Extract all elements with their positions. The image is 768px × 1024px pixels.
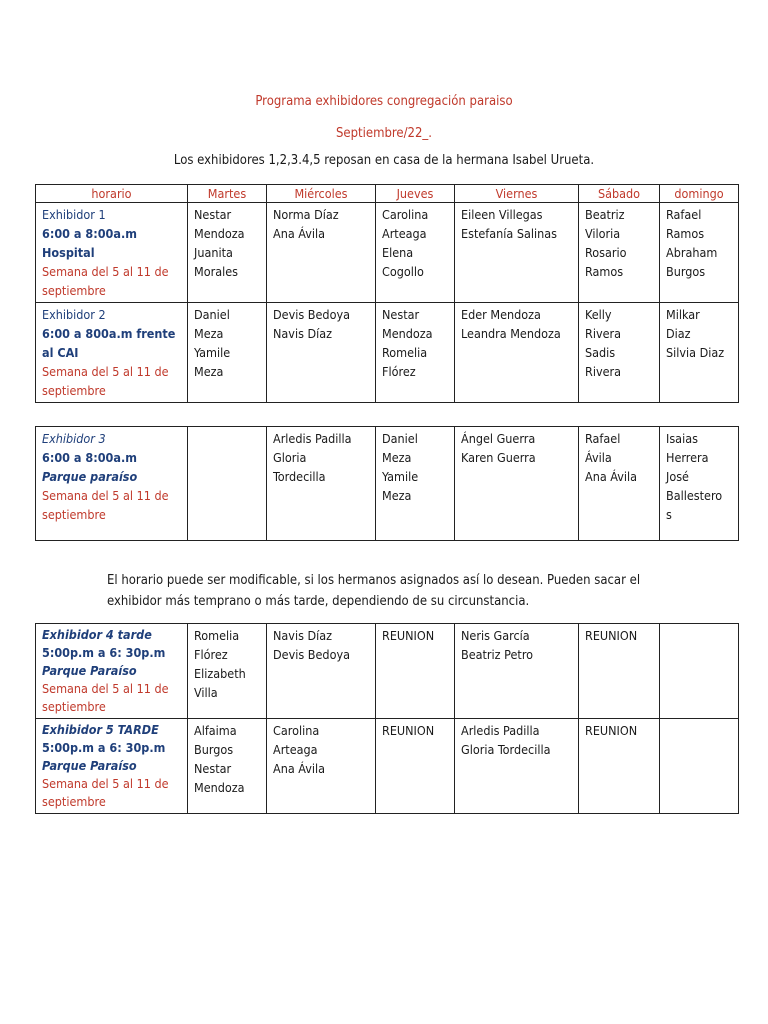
exhibitor-place: Parque paraíso <box>42 469 138 484</box>
cell-miercoles <box>267 624 376 719</box>
cell-domingo <box>660 624 739 719</box>
column-header-miercoles: Miércoles <box>267 185 376 203</box>
table-row <box>36 719 739 814</box>
cell-jueves <box>376 624 455 719</box>
horario-cell <box>36 203 188 303</box>
exhibitor-name: Exhibidor 1 <box>42 207 106 222</box>
names-text: Arledis Padilla Gloria Tordecilla <box>461 723 551 757</box>
cell-martes <box>188 427 267 541</box>
horario-cell <box>36 427 188 541</box>
names-text: Norma Díaz Ana Ávila <box>273 207 339 241</box>
names-text: Daniel Meza Yamile Meza <box>382 431 419 503</box>
exhibitor-time: 5:00p.m a 6: 30p.m <box>42 645 166 660</box>
cell-martes <box>188 719 267 814</box>
exhibitor-name: Exhibidor 4 tarde <box>42 627 152 642</box>
document-title: Programa exhibidores congregación paraiso <box>255 94 513 109</box>
names-text: Carolina Arteaga Elena Cogollo <box>382 207 429 279</box>
cell-jueves <box>376 427 455 541</box>
exhibitor-week: Semana del 5 al 11 de septiembre <box>42 776 169 809</box>
intro-text: Los exhibidores 1,2,3.4,5 reposan en casa de la hermana Isabel Urueta. <box>173 153 595 168</box>
exhibitor-name: Exhibidor 3 <box>42 431 106 446</box>
names-text: Alfaima Burgos Nestar Mendoza <box>194 723 245 795</box>
table-row <box>36 624 739 719</box>
names-text: Romelia Flórez Elizabeth Villa <box>194 628 246 700</box>
names-text: Isaias Herrera José Ballestero s <box>666 431 723 522</box>
column-header-sabado: Sábado <box>579 185 660 203</box>
exhibitor-name: Exhibidor 5 TARDE <box>42 722 159 737</box>
table-header-row <box>36 185 739 203</box>
exhibitor-place: al CAI <box>42 345 79 360</box>
cell-jueves <box>376 719 455 814</box>
cell-domingo <box>660 303 739 403</box>
names-text: Ángel Guerra Karen Guerra <box>461 431 536 465</box>
cell-sabado <box>579 427 660 541</box>
column-header-martes: Martes <box>188 185 267 203</box>
table-row <box>36 427 739 541</box>
schedule-table-exhibitor-3 <box>35 426 739 541</box>
names-text: Nestar Mendoza Romelia Flórez <box>382 307 433 379</box>
names-text: Milkar Diaz Silvia Diaz <box>666 307 725 360</box>
cell-viernes <box>455 719 579 814</box>
horario-cell <box>36 624 188 719</box>
exhibitor-place: Parque Paraíso <box>42 758 137 773</box>
cell-martes <box>188 303 267 403</box>
cell-miercoles <box>267 303 376 403</box>
column-header-domingo: domingo <box>660 185 739 203</box>
exhibitor-place: Parque Paraíso <box>42 663 137 678</box>
cell-miercoles <box>267 203 376 303</box>
cell-viernes <box>455 303 579 403</box>
cell-viernes <box>455 427 579 541</box>
names-text: Devis Bedoya Navis Díaz <box>273 307 350 341</box>
horario-cell <box>36 303 188 403</box>
cell-jueves <box>376 303 455 403</box>
names-text: Eileen Villegas Estefanía Salinas <box>461 207 558 241</box>
cell-domingo <box>660 719 739 814</box>
column-header-jueves: Jueves <box>376 185 455 203</box>
exhibitor-week: Semana del 5 al 11 de septiembre <box>42 364 169 398</box>
names-text: REUNION <box>585 723 638 738</box>
schedule-table-morning <box>35 184 739 403</box>
table-row <box>36 303 739 403</box>
names-text: Beatriz Viloria Rosario Ramos <box>585 207 627 279</box>
cell-sabado <box>579 719 660 814</box>
exhibitor-name: Exhibidor 2 <box>42 307 106 322</box>
cell-martes <box>188 203 267 303</box>
schedule-table-afternoon <box>35 623 739 814</box>
exhibitor-week: Semana del 5 al 11 de septiembre <box>42 264 169 298</box>
column-header-viernes: Viernes <box>455 185 579 203</box>
cell-jueves <box>376 203 455 303</box>
exhibitor-week: Semana del 5 al 11 de septiembre <box>42 681 169 714</box>
names-text: REUNION <box>382 628 435 643</box>
names-text: Nestar Mendoza Juanita Morales <box>194 207 245 279</box>
cell-sabado <box>579 624 660 719</box>
names-text: Daniel Meza Yamile Meza <box>194 307 231 379</box>
names-text: Carolina Arteaga Ana Ávila <box>273 723 326 776</box>
names-text: Kelly Rivera Sadis Rivera <box>585 307 622 379</box>
exhibitor-time: 6:00 a 8:00a.m <box>42 226 137 241</box>
names-text: Neris García Beatriz Petro <box>461 628 534 662</box>
names-text: REUNION <box>585 628 638 643</box>
names-text: Rafael Ramos Abraham Burgos <box>666 207 718 279</box>
cell-miercoles <box>267 719 376 814</box>
cell-martes <box>188 624 267 719</box>
cell-viernes <box>455 203 579 303</box>
cell-domingo <box>660 203 739 303</box>
names-text: Rafael Ávila Ana Ávila <box>585 431 638 484</box>
cell-sabado <box>579 203 660 303</box>
exhibitor-time: 6:00 a 8:00a.m <box>42 450 137 465</box>
exhibitor-time: 5:00p.m a 6: 30p.m <box>42 740 166 755</box>
cell-domingo <box>660 427 739 541</box>
document-date: Septiembre/22_. <box>335 126 432 141</box>
cell-miercoles <box>267 427 376 541</box>
column-header-horario: horario <box>36 185 188 203</box>
schedule-note: El horario puede ser modificable, si los hermanos asignados así lo desean. Pueden sacar el exhibidor más temprano o más tarde, dependiendo de su circunstancia. <box>107 573 641 609</box>
names-text: REUNION <box>382 723 435 738</box>
exhibitor-week: Semana del 5 al 11 de septiembre <box>42 488 169 522</box>
names-text: Navis Díaz Devis Bedoya <box>273 628 350 662</box>
cell-sabado <box>579 303 660 403</box>
cell-viernes <box>455 624 579 719</box>
names-text: Eder Mendoza Leandra Mendoza <box>461 307 561 341</box>
names-text: Arledis Padilla Gloria Tordecilla <box>273 431 352 484</box>
exhibitor-time: 6:00 a 800a.m frente <box>42 326 176 341</box>
horario-cell <box>36 719 188 814</box>
exhibitor-place: Hospital <box>42 245 95 260</box>
table-row <box>36 203 739 303</box>
